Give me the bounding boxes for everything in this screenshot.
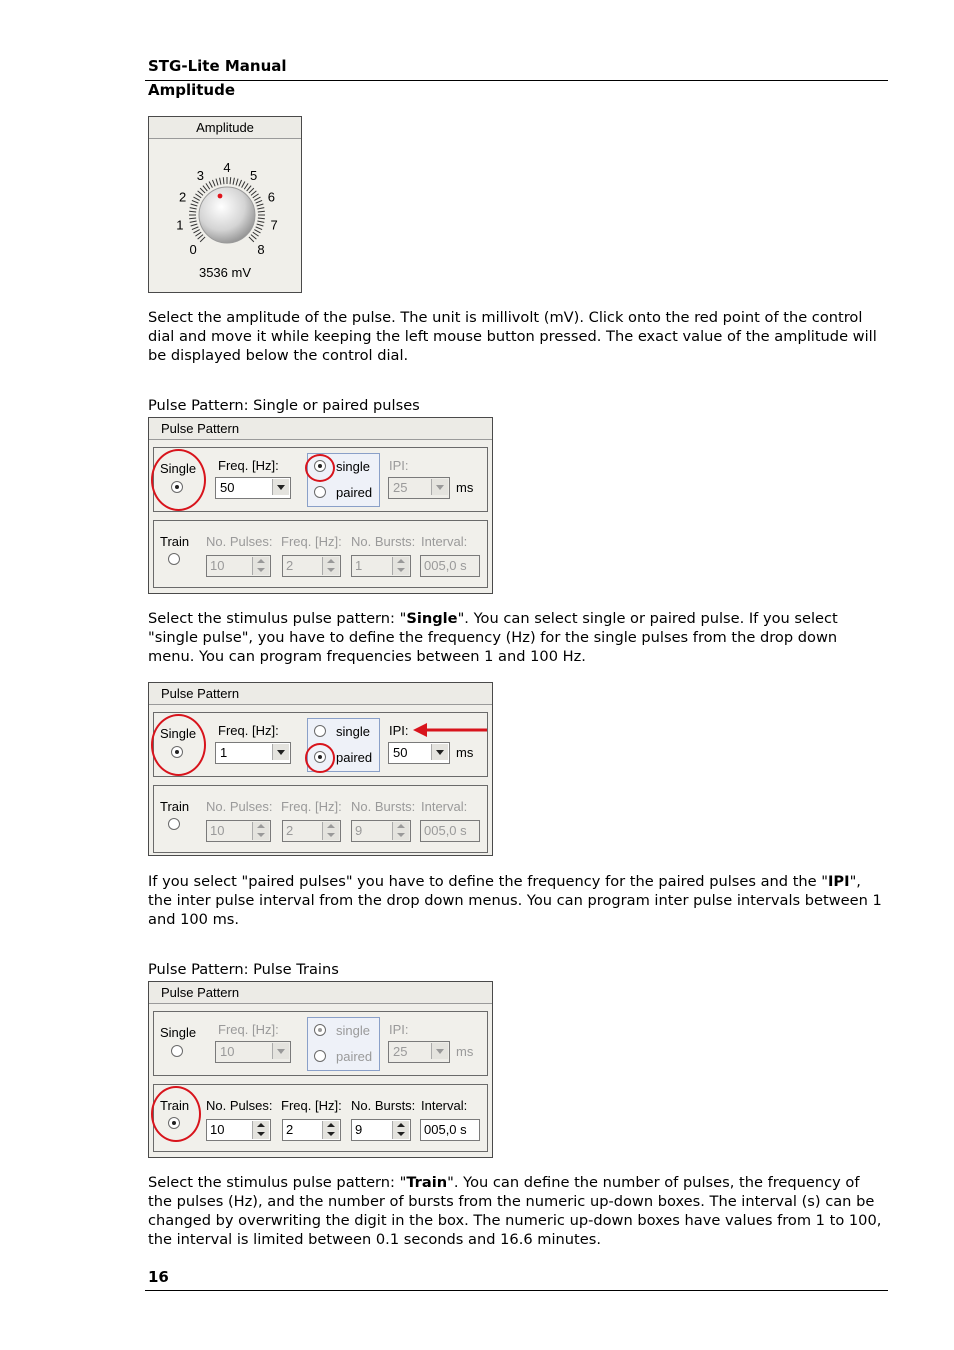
dial-knob[interactable] — [199, 187, 255, 243]
updown-arrows-icon[interactable] — [252, 1121, 269, 1139]
single-description — [148, 609, 888, 666]
ipi-label: IPI: — [389, 723, 409, 738]
dial-tick — [193, 197, 199, 200]
dial-tick — [249, 237, 254, 242]
dial-tick — [189, 211, 196, 212]
dial-tick — [244, 183, 248, 189]
paired-pulse-label: paired — [336, 750, 373, 765]
frequency-value: 10 — [220, 1044, 235, 1059]
dial-tick — [257, 221, 264, 222]
paired-description — [148, 872, 888, 929]
text-run: If you select "paired pulses" you have to define the frequency for the paired pulses and the " — [148, 873, 828, 890]
no-bursts-label: No. Bursts: — [351, 1098, 416, 1113]
train-frequency-stepper[interactable] — [282, 1119, 341, 1141]
panel-title: Pulse Pattern — [161, 686, 240, 701]
no-bursts-value: 1 — [355, 558, 363, 573]
dropdown-arrow-icon[interactable] — [431, 1043, 448, 1059]
interval-input[interactable] — [420, 1119, 480, 1141]
ipi-label: IPI: — [389, 1022, 409, 1037]
dial-tick — [253, 232, 259, 236]
train-frequency-value: 2 — [286, 823, 294, 838]
dial-tick — [257, 208, 264, 209]
amplitude-panel-title: Amplitude — [196, 120, 254, 135]
ipi-value: 25 — [393, 1044, 408, 1059]
dial-tick — [190, 221, 197, 222]
train-frequency-label: Freq. [Hz]: — [281, 534, 342, 549]
dial-scale-label: 3 — [196, 168, 204, 184]
train-mode-radio[interactable] — [168, 553, 180, 565]
dropdown-arrow-icon[interactable] — [272, 1043, 289, 1059]
dial-red-point[interactable] — [218, 194, 223, 199]
dial-tick — [220, 178, 221, 185]
interval-value: 005,0 s — [424, 1122, 467, 1137]
ipi-dropdown[interactable] — [388, 1041, 450, 1063]
paired-pulse-label: paired — [336, 1049, 373, 1064]
dial-tick — [200, 188, 205, 193]
updown-arrows-icon[interactable] — [392, 1121, 409, 1139]
train-mode-label: Train — [160, 799, 190, 814]
single-mode-radio[interactable] — [171, 1045, 183, 1057]
frequency-label: Freq. [Hz]: — [218, 1022, 279, 1037]
dial-tick — [258, 218, 265, 219]
train-frequency-label: Freq. [Hz]: — [281, 799, 342, 814]
dial-scale-label: 4 — [223, 160, 231, 175]
section-heading: Amplitude — [148, 81, 236, 99]
panel-title: Pulse Pattern — [161, 985, 240, 1000]
dial-tick — [189, 218, 196, 219]
frequency-dropdown[interactable] — [215, 477, 291, 499]
train-mode-group — [153, 520, 488, 588]
no-pulses-label: No. Pulses: — [206, 1098, 273, 1113]
dial-tick — [198, 235, 203, 239]
interval-label: Interval: — [421, 534, 468, 549]
no-pulses-label: No. Pulses: — [206, 534, 273, 549]
train-mode-label: Train — [160, 1098, 190, 1113]
train-frequency-label: Freq. [Hz]: — [281, 1098, 342, 1113]
dial-tick — [203, 186, 207, 191]
dial-tick — [242, 181, 245, 187]
dial-tick — [239, 180, 242, 186]
ipi-dropdown[interactable] — [388, 477, 450, 499]
pulse-pattern-panel-2 — [148, 682, 493, 856]
train-mode-group — [153, 1084, 488, 1152]
no-bursts-stepper[interactable] — [351, 1119, 411, 1141]
frequency-value: 1 — [220, 745, 228, 760]
footer-rule — [145, 1290, 888, 1291]
updown-arrows-icon[interactable] — [322, 1121, 339, 1139]
ipi-value: 50 — [393, 745, 408, 760]
frequency-dropdown[interactable] — [215, 1041, 291, 1063]
bold-term: Train — [406, 1174, 448, 1191]
updown-arrows-icon[interactable] — [322, 557, 339, 575]
highlight-circle — [151, 449, 206, 511]
ipi-label: IPI: — [389, 458, 409, 473]
dial-tick — [193, 230, 199, 233]
interval-label: Interval: — [421, 799, 468, 814]
dial-tick — [230, 177, 231, 184]
dial-tick — [257, 224, 264, 226]
paired-pulse-radio[interactable] — [314, 1050, 326, 1062]
no-pulses-stepper[interactable] — [206, 1119, 271, 1141]
dial-tick — [216, 179, 218, 186]
frequency-dropdown[interactable] — [215, 742, 291, 764]
no-bursts-stepper[interactable] — [351, 820, 411, 842]
train-description — [148, 1173, 888, 1249]
dial-tick — [251, 235, 256, 239]
text-run: ", the inter pulse interval from the drop down menus. You can program inter pulse intervals between 1 and 100 ms. — [148, 873, 882, 928]
dial-tick — [192, 200, 198, 203]
amplitude-value: 3536 mV — [198, 265, 252, 280]
bold-term: Single — [406, 610, 458, 627]
frequency-label: Freq. [Hz]: — [218, 723, 279, 738]
interval-value: 005,0 s — [424, 558, 467, 573]
panel-title-bar — [149, 418, 492, 440]
dial-tick — [256, 227, 262, 230]
header-rule — [145, 80, 888, 81]
dial-tick — [233, 178, 234, 185]
dial-tick — [253, 194, 259, 198]
train-mode-label: Train — [160, 534, 190, 549]
no-bursts-value: 9 — [355, 1122, 363, 1137]
updown-arrows-icon[interactable] — [392, 822, 409, 840]
single-pulse-radio[interactable] — [314, 725, 326, 737]
single-pulse-radio[interactable] — [314, 1024, 326, 1036]
dial-scale-label: 7 — [270, 217, 278, 233]
ipi-dropdown[interactable] — [388, 742, 450, 764]
highlight-circle — [151, 1086, 201, 1142]
dial-scale-label: 5 — [250, 168, 258, 184]
no-pulses-label: No. Pulses: — [206, 799, 273, 814]
panel-title: Pulse Pattern — [161, 421, 240, 436]
dial-scale-label: 2 — [179, 189, 187, 205]
manual-title: STG-Lite Manual — [148, 57, 287, 75]
dial-tick — [200, 237, 205, 242]
dial-tick — [191, 224, 198, 226]
interval-input[interactable] — [420, 820, 480, 842]
paired-pulse-label: paired — [336, 485, 373, 500]
dial-tick — [247, 186, 251, 191]
dial-tick — [192, 227, 198, 230]
amplitude-description: Select the amplitude of the pulse. The unit is millivolt (mV). Click onto the red point of the control dial and move it while keeping the left mouse button pressed. The exact value of the amplitude will be displayed below the control dial. — [148, 309, 877, 364]
single-mode-label: Single — [160, 461, 197, 476]
pulse-pattern-panel-3 — [148, 981, 493, 1158]
dropdown-arrow-icon[interactable] — [431, 744, 448, 760]
amplitude-panel — [148, 116, 302, 293]
interval-value: 005,0 s — [424, 823, 467, 838]
text-run: ". You can define the number of pulses, the frequency of the pulses (Hz), and the number of bursts from the numeric up-down boxes. The interval (s) can be changed by overwriting the digit in the box. The numeric up-down boxes have values from 1 to 100, the interval is limited between 0.1 seconds and 16.6 minutes. — [148, 1174, 882, 1248]
single-mode-label: Single — [160, 1025, 197, 1040]
highlight-circle — [151, 714, 206, 776]
dial-tick — [254, 197, 260, 200]
single-pulse-label: single — [336, 459, 370, 474]
highlight-circle — [305, 454, 335, 482]
updown-arrows-icon[interactable] — [252, 822, 269, 840]
dial-tick — [257, 204, 264, 206]
highlight-circle — [305, 743, 335, 773]
frequency-label: Freq. [Hz]: — [218, 458, 279, 473]
text-run: ". You can select single or paired pulse. If you select "single pulse", you have to define the frequency (Hz) for the single pulses from the drop down menu. You can program frequencies between 1 and 100 Hz. — [148, 610, 838, 665]
pointer-arrow-icon — [411, 720, 491, 740]
train-frequency-stepper[interactable] — [282, 820, 341, 842]
dial-tick — [191, 204, 198, 206]
updown-arrows-icon[interactable] — [252, 557, 269, 575]
ipi-unit: ms — [456, 480, 474, 495]
no-pulses-value: 10 — [210, 1122, 225, 1137]
caption-trains: Pulse Pattern: Pulse Trains — [148, 961, 339, 978]
no-bursts-label: No. Bursts: — [351, 799, 416, 814]
amplitude-panel-title-bar — [149, 117, 301, 139]
dial-scale-label: 1 — [176, 217, 184, 233]
text-run: Select the stimulus pulse pattern: " — [148, 610, 407, 627]
ipi-unit: ms — [456, 745, 474, 760]
no-pulses-value: 10 — [210, 823, 225, 838]
dial-tick — [195, 194, 201, 198]
single-mode-group — [153, 1011, 488, 1076]
dropdown-arrow-icon[interactable] — [431, 479, 448, 495]
train-frequency-value: 2 — [286, 558, 294, 573]
no-bursts-stepper[interactable] — [351, 555, 411, 577]
dial-tick — [223, 177, 224, 184]
train-mode-group — [153, 785, 488, 853]
panel-title-bar — [149, 982, 492, 1004]
updown-arrows-icon[interactable] — [392, 557, 409, 575]
dial-tick — [209, 181, 212, 187]
pulse-pattern-panel-1 — [148, 417, 493, 594]
dial-tick — [198, 191, 203, 195]
dial-scale-label: 8 — [257, 241, 265, 257]
train-frequency-value: 2 — [286, 1122, 294, 1137]
panel-title-bar — [149, 683, 492, 705]
frequency-value: 50 — [220, 480, 235, 495]
text-run: Select the stimulus pulse pattern: " — [148, 1174, 407, 1191]
ipi-value: 25 — [393, 480, 408, 495]
no-pulses-value: 10 — [210, 558, 225, 573]
dial-tick — [236, 179, 238, 186]
dial-scale-label: 0 — [189, 241, 197, 257]
dial-tick — [190, 208, 197, 209]
interval-input[interactable] — [420, 555, 480, 577]
dial-tick — [258, 211, 265, 212]
no-pulses-stepper[interactable] — [206, 555, 271, 577]
no-bursts-value: 9 — [355, 823, 363, 838]
train-mode-radio[interactable] — [168, 818, 180, 830]
dropdown-arrow-icon[interactable] — [272, 744, 289, 760]
no-bursts-label: No. Bursts: — [351, 534, 416, 549]
single-pulse-label: single — [336, 1023, 370, 1038]
dropdown-arrow-icon[interactable] — [272, 479, 289, 495]
dial-tick — [256, 200, 262, 203]
ipi-unit: ms — [456, 1044, 474, 1059]
dial-tick — [206, 183, 210, 189]
caption-single-paired: Pulse Pattern: Single or paired pulses — [148, 397, 420, 414]
dial-tick — [251, 191, 256, 195]
single-pulse-label: single — [336, 724, 370, 739]
single-mode-label: Single — [160, 726, 197, 741]
train-frequency-stepper[interactable] — [282, 555, 341, 577]
dial-scale-label: 6 — [267, 189, 275, 205]
no-pulses-stepper[interactable] — [206, 820, 271, 842]
page-number: 16 — [148, 1268, 169, 1286]
dial-tick — [254, 230, 260, 233]
dial-tick — [195, 232, 201, 236]
interval-label: Interval: — [421, 1098, 468, 1113]
dial-tick — [249, 188, 254, 193]
paired-pulse-radio[interactable] — [314, 486, 326, 498]
updown-arrows-icon[interactable] — [322, 822, 339, 840]
bold-term: IPI — [828, 873, 850, 890]
dial-tick — [212, 180, 215, 186]
